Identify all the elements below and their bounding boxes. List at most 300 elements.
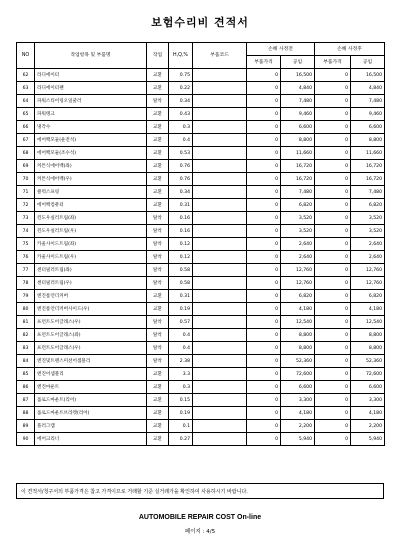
row-item: 냉각수 [35,121,147,134]
row-hq: 0.3 [169,121,193,134]
row-before-part-price: 0 [247,355,281,368]
table-row [17,108,385,121]
row-hq: 0.75 [169,69,193,82]
page-number: 페이지 : 4/5 [184,529,216,535]
table-row [17,147,385,160]
row-item: 플러그캡 [35,420,147,433]
row-before-labor: 8,800 [281,134,315,147]
row-before-part-price: 0 [247,225,281,238]
row-item: 커튼식에어백(좌) [35,160,147,173]
row-before-part-price: 0 [247,212,281,225]
row-no: 68 [17,147,35,160]
row-after-labor: 3,300 [351,394,385,407]
row-part-code [193,121,247,134]
row-item: 파워탱크 [35,108,147,121]
row-before-labor: 3,520 [281,225,315,238]
row-part-code [193,69,247,82]
row-after-part-price: 0 [315,303,351,316]
row-after-part-price: 0 [315,121,351,134]
row-before-labor: 12,540 [281,316,315,329]
row-item: 롤로드마운트(리어) [35,394,147,407]
row-after-part-price: 0 [315,433,351,446]
row-part-code [193,212,247,225]
row-hq: 0.4 [169,134,193,147]
row-item: 에어백모듈(조수석) [35,147,147,160]
row-before-part-price: 0 [247,238,281,251]
row-after-labor: 4,840 [351,82,385,95]
row-work: 탈착 [147,329,169,342]
row-after-labor: 3,520 [351,225,385,238]
row-item: 에어크리너 [35,433,147,446]
row-before-labor: 4,840 [281,82,315,95]
header-before-adjustment: 손해 사정전 [247,43,315,56]
disclaimer-note: 이 견적서/청구서의 부품가격은 참고 가격이므로 거래할 기준 실거래가을 확인하여 사용하시기 바랍니다. [16,483,384,499]
row-after-part-price: 0 [315,69,351,82]
table-row [17,173,385,186]
row-item: 엔진룸언더커버 [35,290,147,303]
table-row [17,355,385,368]
row-before-labor: 6,600 [281,381,315,394]
row-work: 탈착 [147,342,169,355]
row-before-part-price: 0 [247,381,281,394]
table-row [17,82,385,95]
header-after-part-price: 부품가격 [315,56,351,69]
row-no: 85 [17,368,35,381]
row-item: 엔진및트랜스미션어셈블리 [35,355,147,368]
row-after-labor: 6,600 [351,121,385,134]
row-part-code [193,394,247,407]
row-item: 윈도우실러트림(우) [35,225,147,238]
row-part-code [193,420,247,433]
row-item: 센터필러트림(우) [35,277,147,290]
row-work: 교환 [147,433,169,446]
row-before-labor: 12,760 [281,277,315,290]
row-part-code [193,82,247,95]
row-before-labor: 8,800 [281,342,315,355]
table-row [17,277,385,290]
row-part-code [193,251,247,264]
row-no: 71 [17,186,35,199]
row-hq: 0.34 [169,186,193,199]
table-row [17,433,385,446]
row-after-labor: 6,600 [351,381,385,394]
row-before-part-price: 0 [247,264,281,277]
table-row [17,290,385,303]
row-item: 롤로드마운트브라켓(리어) [35,407,147,420]
header-no: NO [17,43,35,69]
row-item: 카울사이드트림(좌) [35,238,147,251]
row-work: 교환 [147,121,169,134]
row-hq: 0.4 [169,342,193,355]
row-no: 87 [17,394,35,407]
row-after-part-price: 0 [315,108,351,121]
row-after-part-price: 0 [315,186,351,199]
row-hq: 0.76 [169,160,193,173]
row-work: 교환 [147,108,169,121]
table-row [17,186,385,199]
table-row [17,199,385,212]
row-work: 교환 [147,160,169,173]
table-row [17,160,385,173]
row-after-part-price: 0 [315,329,351,342]
footer-brand: AUTOMOBILE REPAIR COST On-line [138,514,262,521]
row-work: 탈착 [147,316,169,329]
row-item: 에어백컴퓨터 [35,199,147,212]
row-part-code [193,264,247,277]
row-hq: 0.31 [169,290,193,303]
row-after-part-price: 0 [315,160,351,173]
header-after-adjustment: 손해 사정후 [315,43,385,56]
row-work: 탈착 [147,238,169,251]
row-hq: 0.16 [169,212,193,225]
row-item: 카울사이드트림(우) [35,251,147,264]
row-after-part-price: 0 [315,368,351,381]
row-no: 69 [17,160,35,173]
row-after-labor: 16,500 [351,69,385,82]
row-part-code [193,95,247,108]
row-no: 79 [17,290,35,303]
row-part-code [193,433,247,446]
row-hq: 0.12 [169,251,193,264]
row-after-part-price: 0 [315,342,351,355]
table-row [17,238,385,251]
row-no: 88 [17,407,35,420]
row-work: 교환 [147,147,169,160]
row-work: 탈착 [147,355,169,368]
row-hq: 0.3 [169,381,193,394]
row-before-labor: 7,480 [281,95,315,108]
estimate-table [16,42,385,446]
row-before-part-price: 0 [247,420,281,433]
table-row [17,225,385,238]
row-before-part-price: 0 [247,251,281,264]
row-work: 탈착 [147,212,169,225]
row-before-part-price: 0 [247,95,281,108]
row-hq: 0.43 [169,108,193,121]
table-row [17,381,385,394]
row-after-part-price: 0 [315,407,351,420]
row-work: 교환 [147,420,169,433]
row-after-labor: 3,520 [351,212,385,225]
row-after-labor: 4,180 [351,303,385,316]
row-work: 탈착 [147,95,169,108]
row-after-labor: 2,200 [351,420,385,433]
row-part-code [193,108,247,121]
row-after-labor: 4,180 [351,407,385,420]
row-before-part-price: 0 [247,433,281,446]
row-work: 교환 [147,303,169,316]
row-after-labor: 6,820 [351,290,385,303]
row-before-labor: 3,300 [281,394,315,407]
row-after-labor: 12,760 [351,277,385,290]
row-work: 교환 [147,407,169,420]
table-row [17,264,385,277]
row-item: 프런트도어글래스(우) [35,342,147,355]
row-no: 77 [17,264,35,277]
row-before-part-price: 0 [247,277,281,290]
row-after-part-price: 0 [315,420,351,433]
row-after-part-price: 0 [315,251,351,264]
header-work: 작업 [147,43,169,69]
row-hq: 0.19 [169,303,193,316]
row-after-part-price: 0 [315,212,351,225]
row-work: 교환 [147,134,169,147]
row-work: 교환 [147,381,169,394]
row-hq: 0.4 [169,329,193,342]
row-part-code [193,134,247,147]
table-row [17,394,385,407]
row-no: 90 [17,433,35,446]
row-before-part-price: 0 [247,186,281,199]
row-hq: 0.76 [169,173,193,186]
row-part-code [193,238,247,251]
row-part-code [193,147,247,160]
row-work: 교환 [147,69,169,82]
row-part-code [193,225,247,238]
row-before-labor: 11,660 [281,147,315,160]
row-before-labor: 5,940 [281,433,315,446]
row-item: 라디에이터 [35,69,147,82]
row-hq: 0.22 [169,82,193,95]
row-before-labor: 52,360 [281,355,315,368]
row-item: 에어백모듈(운전석) [35,134,147,147]
row-no: 78 [17,277,35,290]
row-no: 81 [17,316,35,329]
row-before-part-price: 0 [247,160,281,173]
table-row [17,303,385,316]
row-before-part-price: 0 [247,329,281,342]
row-part-code [193,316,247,329]
row-hq: 0.31 [169,199,193,212]
row-item: 프런트도어글래스(좌) [35,329,147,342]
row-before-labor: 9,460 [281,108,315,121]
row-work: 교환 [147,199,169,212]
row-after-labor: 16,720 [351,160,385,173]
row-before-labor: 16,500 [281,69,315,82]
row-after-labor: 16,720 [351,173,385,186]
row-before-part-price: 0 [247,290,281,303]
row-after-part-price: 0 [315,316,351,329]
row-before-part-price: 0 [247,316,281,329]
header-hq: H,Q,% [169,43,193,69]
row-before-labor: 3,520 [281,212,315,225]
row-part-code [193,368,247,381]
row-no: 63 [17,82,35,95]
row-before-part-price: 0 [247,82,281,95]
row-after-labor: 12,540 [351,316,385,329]
table-row [17,121,385,134]
row-after-part-price: 0 [315,394,351,407]
row-before-labor: 8,800 [281,329,315,342]
row-before-part-price: 0 [247,342,281,355]
table-row [17,368,385,381]
row-work: 교환 [147,394,169,407]
row-no: 72 [17,199,35,212]
row-before-labor: 2,640 [281,238,315,251]
row-after-labor: 2,640 [351,251,385,264]
row-no: 83 [17,342,35,355]
row-hq: 0.58 [169,264,193,277]
row-after-part-price: 0 [315,225,351,238]
row-item: 커튼식에어백(우) [35,173,147,186]
row-part-code [193,303,247,316]
table-row [17,329,385,342]
row-part-code [193,186,247,199]
header-after-labor: 공임 [351,56,385,69]
row-after-labor: 52,360 [351,355,385,368]
row-no: 76 [17,251,35,264]
row-after-part-price: 0 [315,147,351,160]
row-after-labor: 11,660 [351,147,385,160]
row-work: 교환 [147,82,169,95]
row-before-part-price: 0 [247,199,281,212]
row-after-labor: 12,760 [351,264,385,277]
row-part-code [193,199,247,212]
row-no: 89 [17,420,35,433]
row-after-labor: 6,820 [351,199,385,212]
row-part-code [193,381,247,394]
row-part-code [193,407,247,420]
row-part-code [193,290,247,303]
document-title: 보험수리비 견적서 [151,16,249,29]
row-before-part-price: 0 [247,147,281,160]
row-after-part-price: 0 [315,381,351,394]
row-part-code [193,329,247,342]
row-hq: 0.53 [169,147,193,160]
row-before-labor: 16,720 [281,160,315,173]
table-row [17,251,385,264]
row-work: 탈착 [147,225,169,238]
row-before-labor: 6,820 [281,290,315,303]
table-row [17,69,385,82]
row-after-labor: 7,480 [351,186,385,199]
row-before-labor: 6,600 [281,121,315,134]
row-item: 파워스티어링오일쿨러 [35,95,147,108]
row-after-part-price: 0 [315,264,351,277]
table-header-row-1 [17,43,385,56]
row-item: 센터필러트림(좌) [35,264,147,277]
row-work: 교환 [147,173,169,186]
row-hq: 0.57 [169,316,193,329]
row-item: 엔진어셈블리 [35,368,147,381]
row-work: 탈착 [147,264,169,277]
row-before-part-price: 0 [247,303,281,316]
row-before-labor: 2,200 [281,420,315,433]
row-after-labor: 9,460 [351,108,385,121]
row-item: 엔진룸언더커버사이드(우) [35,303,147,316]
row-no: 64 [17,95,35,108]
row-part-code [193,277,247,290]
header-part-code: 부품코드 [193,43,247,69]
table-body [17,69,385,446]
row-hq: 0.12 [169,238,193,251]
row-before-labor: 2,640 [281,251,315,264]
table-row [17,407,385,420]
row-before-part-price: 0 [247,173,281,186]
row-after-part-price: 0 [315,82,351,95]
row-before-labor: 7,480 [281,186,315,199]
row-work: 탈착 [147,277,169,290]
row-no: 86 [17,381,35,394]
row-item: 윈도우실러트림(좌) [35,212,147,225]
row-after-labor: 5,940 [351,433,385,446]
row-before-part-price: 0 [247,69,281,82]
table-row [17,316,385,329]
row-item: 클럭스프링 [35,186,147,199]
row-work: 탈착 [147,251,169,264]
row-after-labor: 72,600 [351,368,385,381]
row-no: 80 [17,303,35,316]
table-row [17,95,385,108]
row-before-labor: 16,720 [281,173,315,186]
row-before-labor: 4,180 [281,303,315,316]
row-no: 82 [17,329,35,342]
row-before-part-price: 0 [247,121,281,134]
row-no: 73 [17,212,35,225]
row-before-labor: 6,820 [281,199,315,212]
row-work: 교환 [147,290,169,303]
row-hq: 2.38 [169,355,193,368]
row-after-part-price: 0 [315,355,351,368]
row-before-part-price: 0 [247,368,281,381]
row-no: 67 [17,134,35,147]
row-before-labor: 12,760 [281,264,315,277]
row-after-part-price: 0 [315,290,351,303]
row-hq: 0.34 [169,95,193,108]
row-before-labor: 4,180 [281,407,315,420]
row-no: 65 [17,108,35,121]
row-after-part-price: 0 [315,134,351,147]
row-before-part-price: 0 [247,134,281,147]
row-hq: 0.1 [169,420,193,433]
table-row [17,342,385,355]
row-before-part-price: 0 [247,407,281,420]
row-part-code [193,173,247,186]
row-no: 70 [17,173,35,186]
row-hq: 0.16 [169,225,193,238]
row-before-part-price: 0 [247,108,281,121]
row-before-part-price: 0 [247,394,281,407]
row-after-labor: 8,800 [351,134,385,147]
row-work: 교환 [147,368,169,381]
table-row [17,420,385,433]
row-hq: 0.19 [169,407,193,420]
row-part-code [193,342,247,355]
row-no: 84 [17,355,35,368]
row-after-part-price: 0 [315,199,351,212]
row-item: 라디에이터팬 [35,82,147,95]
row-hq: 0.27 [169,433,193,446]
table-row [17,212,385,225]
header-before-part-price: 부품가격 [247,56,281,69]
header-before-labor: 공임 [281,56,315,69]
row-after-labor: 8,800 [351,329,385,342]
row-before-labor: 72,600 [281,368,315,381]
row-item: 엔진마운트 [35,381,147,394]
row-hq: 0.15 [169,394,193,407]
table-row [17,134,385,147]
row-hq: 0.58 [169,277,193,290]
row-after-labor: 7,480 [351,95,385,108]
row-after-part-price: 0 [315,238,351,251]
row-item: 프런트도어글래스(우) [35,316,147,329]
row-no: 66 [17,121,35,134]
row-work: 교환 [147,186,169,199]
row-no: 62 [17,69,35,82]
row-part-code [193,160,247,173]
row-no: 75 [17,238,35,251]
header-item: 작업항목 및 부품명 [35,43,147,69]
